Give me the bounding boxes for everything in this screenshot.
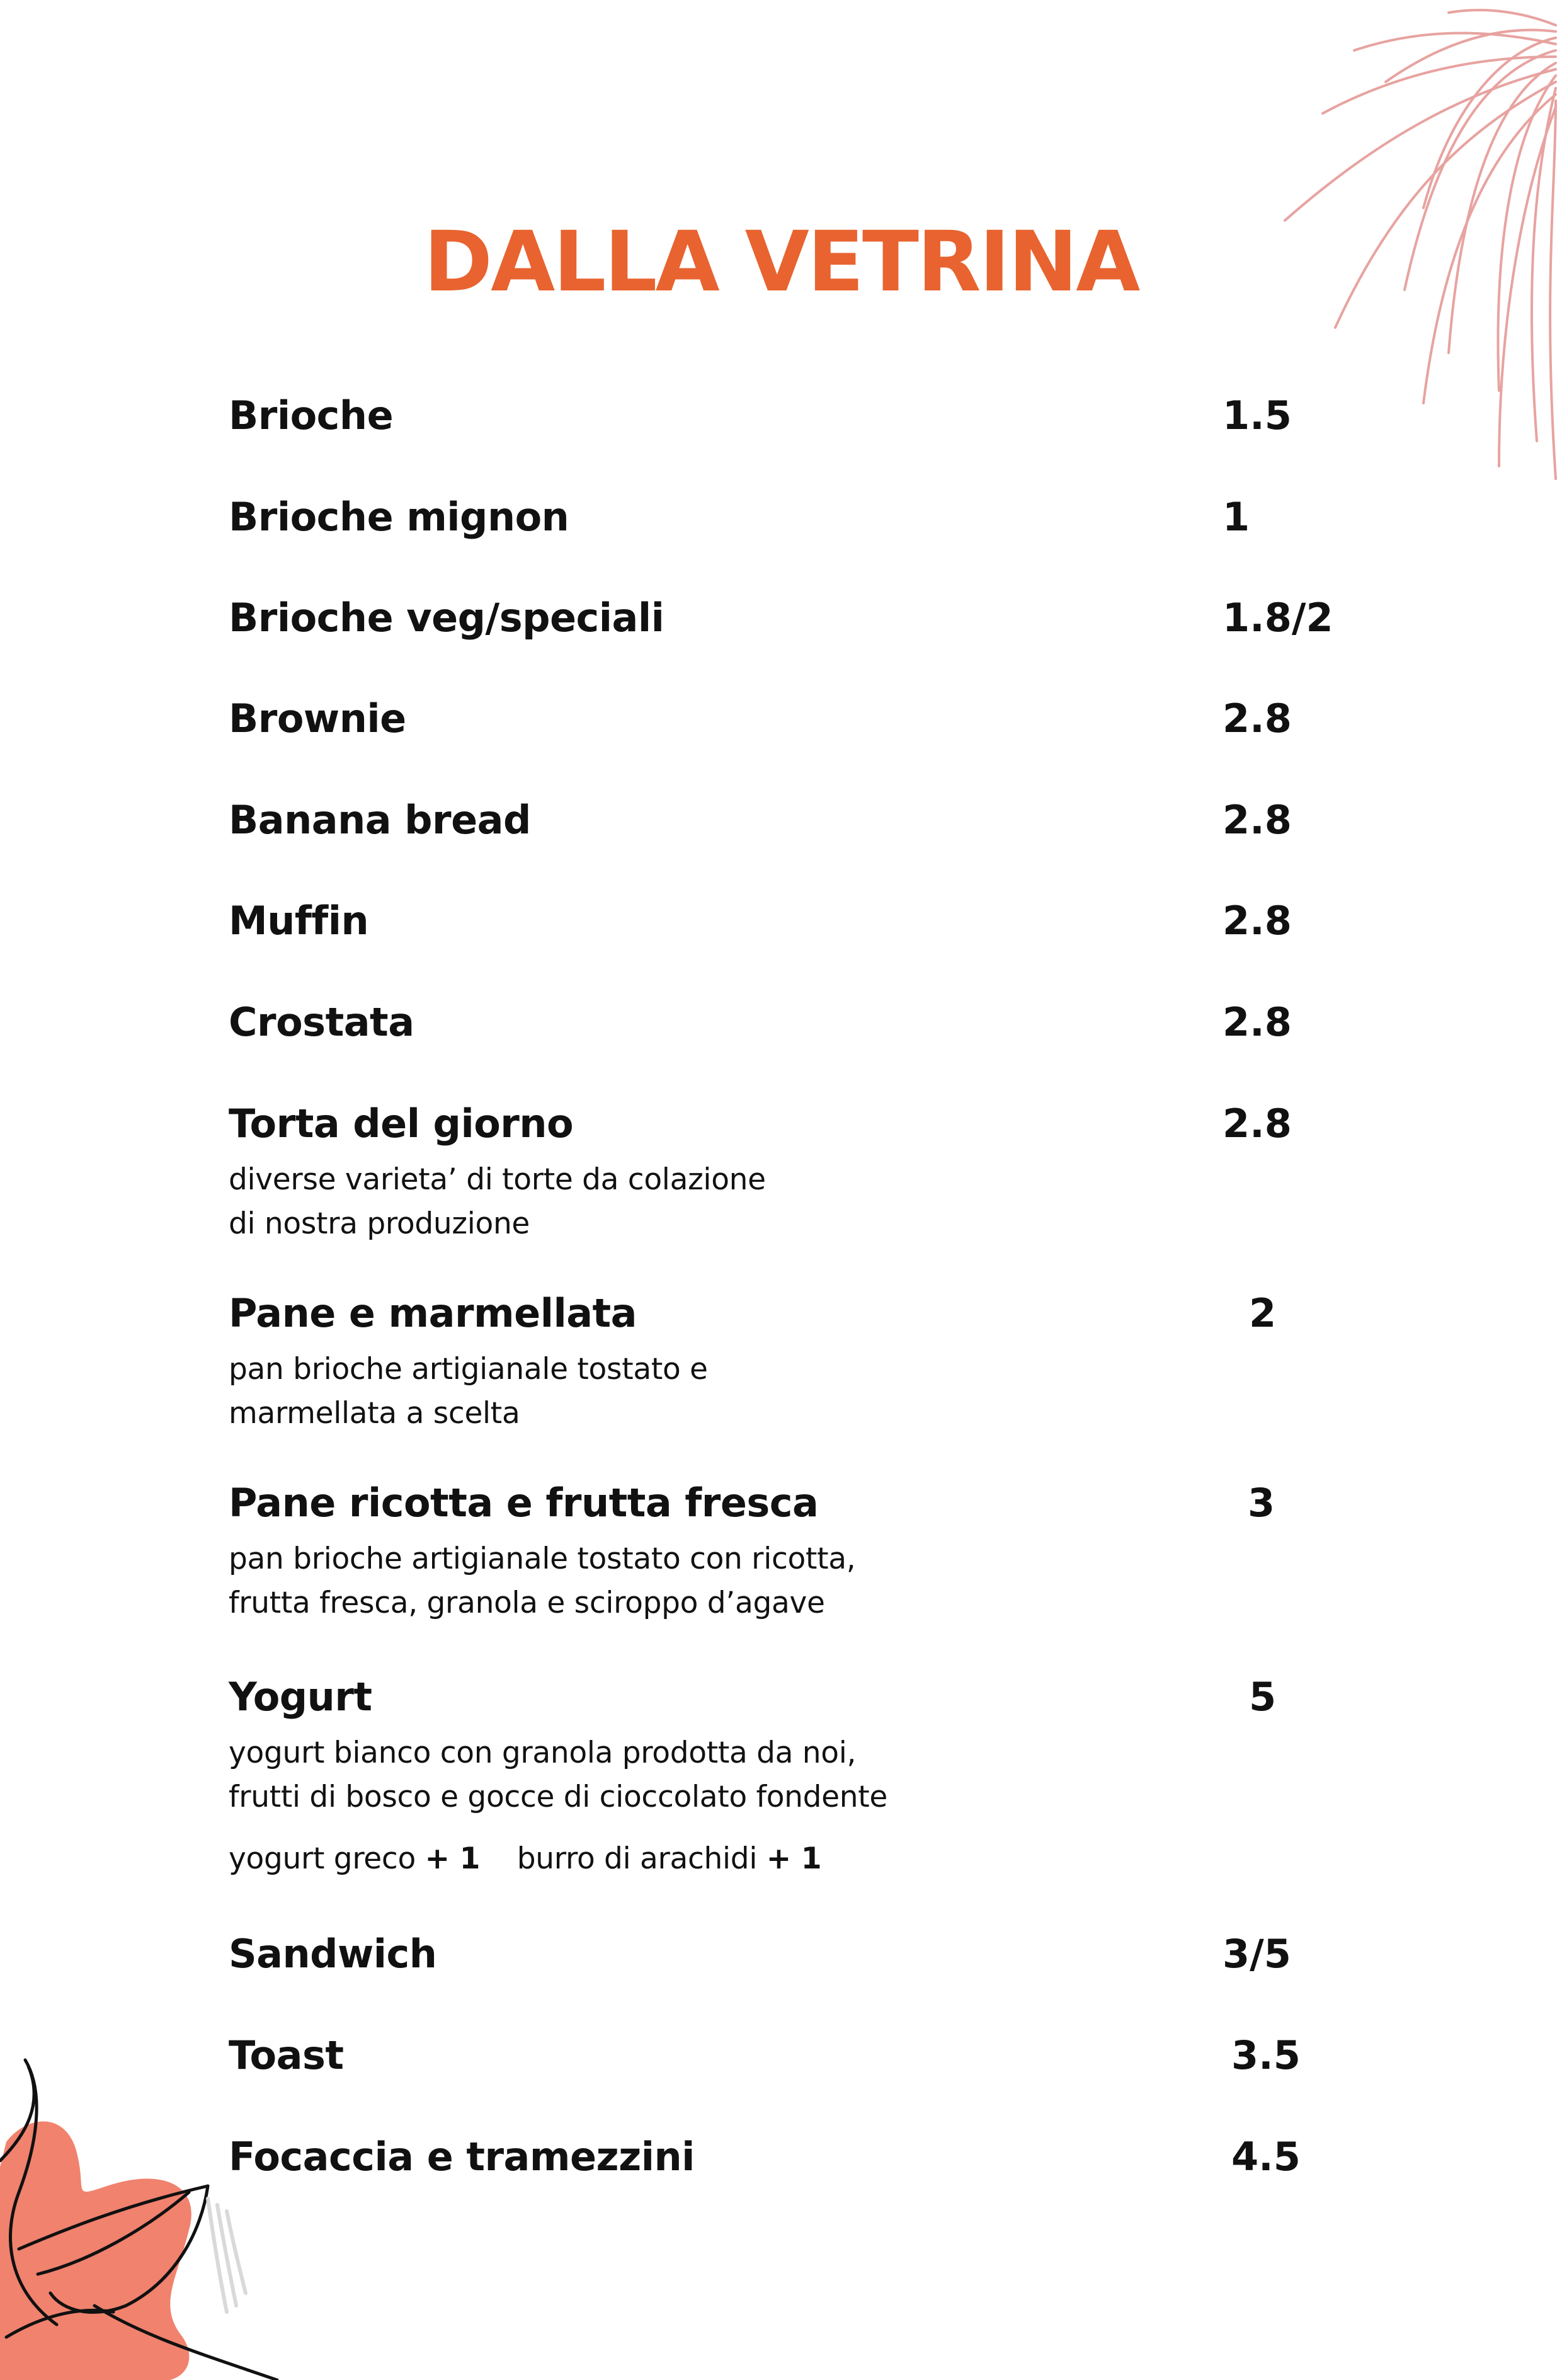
leaf-shadow-strokes — [208, 2199, 246, 2312]
addon-price: + 1 — [766, 1841, 822, 1876]
item-price: 2.8 — [1223, 999, 1292, 1045]
item-name: Yogurt — [229, 1674, 372, 1720]
item-price: 1.5 — [1223, 392, 1292, 438]
item-description-line: frutti di bosco e gocce di cioccolato fondente — [229, 1780, 888, 1814]
item-name: Brioche mignon — [229, 494, 569, 540]
item-description — [229, 1347, 708, 1436]
item-name: Muffin — [229, 898, 369, 944]
item-name: Focaccia e tramezzini — [229, 2134, 695, 2180]
item-price: 3 — [1248, 1480, 1275, 1526]
item-price: 2 — [1249, 1290, 1277, 1336]
leaf-outline-icon — [0, 2041, 296, 2380]
page-title: DALLA VETRINA — [423, 214, 1139, 311]
item-price: 5 — [1249, 1674, 1277, 1720]
leaf-fill-shape — [0, 2122, 191, 2380]
item-name: Pane e marmellata — [229, 1290, 637, 1336]
item-description — [229, 1537, 855, 1625]
item-description-line: di nostra produzione — [229, 1206, 530, 1241]
item-price: 4.5 — [1231, 2134, 1301, 2180]
item-name: Brioche — [229, 392, 394, 438]
item-price: 1.8/2 — [1223, 595, 1333, 641]
item-name: Toast — [229, 2032, 344, 2078]
item-price: 2.8 — [1223, 898, 1292, 944]
item-description-line: yogurt bianco con granola prodotta da noi, — [229, 1736, 857, 1770]
item-name: Torta del giorno — [229, 1101, 574, 1147]
yogurt-addons — [229, 1837, 821, 1881]
item-name: Brownie — [229, 695, 406, 741]
item-description-line: pan brioche artigianale tostato e — [229, 1352, 708, 1387]
item-name: Banana bread — [229, 797, 531, 843]
item-description — [229, 1158, 766, 1246]
item-description-line: pan brioche artigianale tostato con ricotta, — [229, 1542, 856, 1576]
item-price: 1 — [1223, 494, 1250, 540]
item-price: 3.5 — [1231, 2032, 1301, 2078]
item-price: 2.8 — [1223, 695, 1292, 741]
item-name: Sandwich — [229, 1931, 437, 1977]
item-name: Crostata — [229, 999, 414, 1045]
item-price: 2.8 — [1223, 797, 1292, 843]
item-name: Pane ricotta e frutta fresca — [229, 1480, 819, 1526]
item-description-line: diverse varieta’ di torte da colazione — [229, 1162, 766, 1197]
item-name: Brioche veg/speciali — [229, 595, 664, 641]
item-description-line: frutta fresca, granola e sciroppo d’agave — [229, 1586, 825, 1620]
item-price: 3/5 — [1223, 1931, 1291, 1977]
addon-price: + 1 — [425, 1841, 481, 1876]
leaf-ink-strokes — [0, 2060, 277, 2380]
item-description-line: marmellata a scelta — [229, 1396, 520, 1431]
item-description — [229, 1731, 887, 1819]
addon-label: yogurt greco — [229, 1841, 416, 1876]
item-price: 2.8 — [1223, 1101, 1292, 1147]
addon-label: burro di arachidi — [516, 1841, 758, 1876]
